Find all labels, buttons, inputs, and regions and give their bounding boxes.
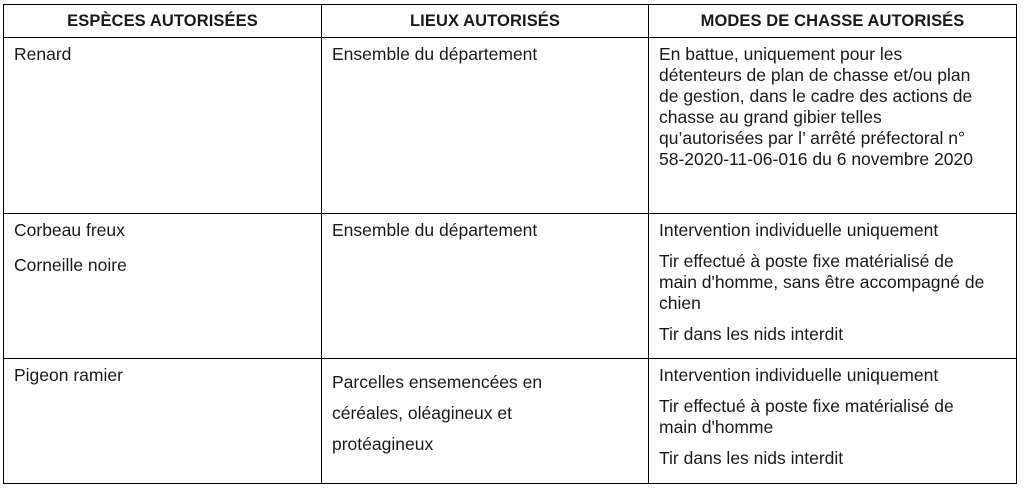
species-cell [4,359,322,484]
modes-cell [649,38,1017,214]
places-cell [322,214,649,359]
place-text: Ensemble du département [332,220,538,240]
mode-text: Tir effectué à poste fixe matérialisé de main d'homme [659,396,954,437]
species-name: Corbeau freux [14,220,125,240]
table-row [4,214,1017,359]
mode-text: Tir dans les nids interdit [659,448,844,468]
mode-text: Tir dans les nids interdit [659,324,844,344]
hunting-authorization-table-container [3,4,1016,484]
table-row [4,359,1017,484]
species-name: Corneille noire [14,255,127,275]
modes-cell [649,359,1017,484]
species-cell [4,38,322,214]
species-cell [4,214,322,359]
hunting-authorization-table [3,4,1017,484]
table-row [4,38,1017,214]
place-text: Parcelles ensemencées en céréales, oléagineux et protéagineux [332,372,543,454]
species-name: Renard [14,44,72,64]
mode-text: Intervention individuelle uniquement [659,365,939,385]
header-species: ESPÈCES AUTORISÉES [4,5,322,38]
mode-text: En battue, uniquement pour les détenteurs de plan de chasse et/ou plan de gestion, dans le cadre des actions de chasse au grand gibier telles qu’autorisées par l’ arrêté préfectoral n° 58-2020-11-06-016 du 6 novembre 2020 [659,44,973,169]
header-places: LIEUX AUTORISÉS [322,5,649,38]
places-cell [322,359,649,484]
places-cell [322,38,649,214]
header-modes: MODES DE CHASSE AUTORISÉS [649,5,1017,38]
modes-cell [649,214,1017,359]
mode-text: Intervention individuelle uniquement [659,220,939,240]
table-header-row [4,5,1017,38]
place-text: Ensemble du département [332,44,538,64]
species-name: Pigeon ramier [14,365,123,385]
mode-text: Tir effectué à poste fixe matérialisé de main d'homme, sans être accompagné de chien [659,251,985,313]
